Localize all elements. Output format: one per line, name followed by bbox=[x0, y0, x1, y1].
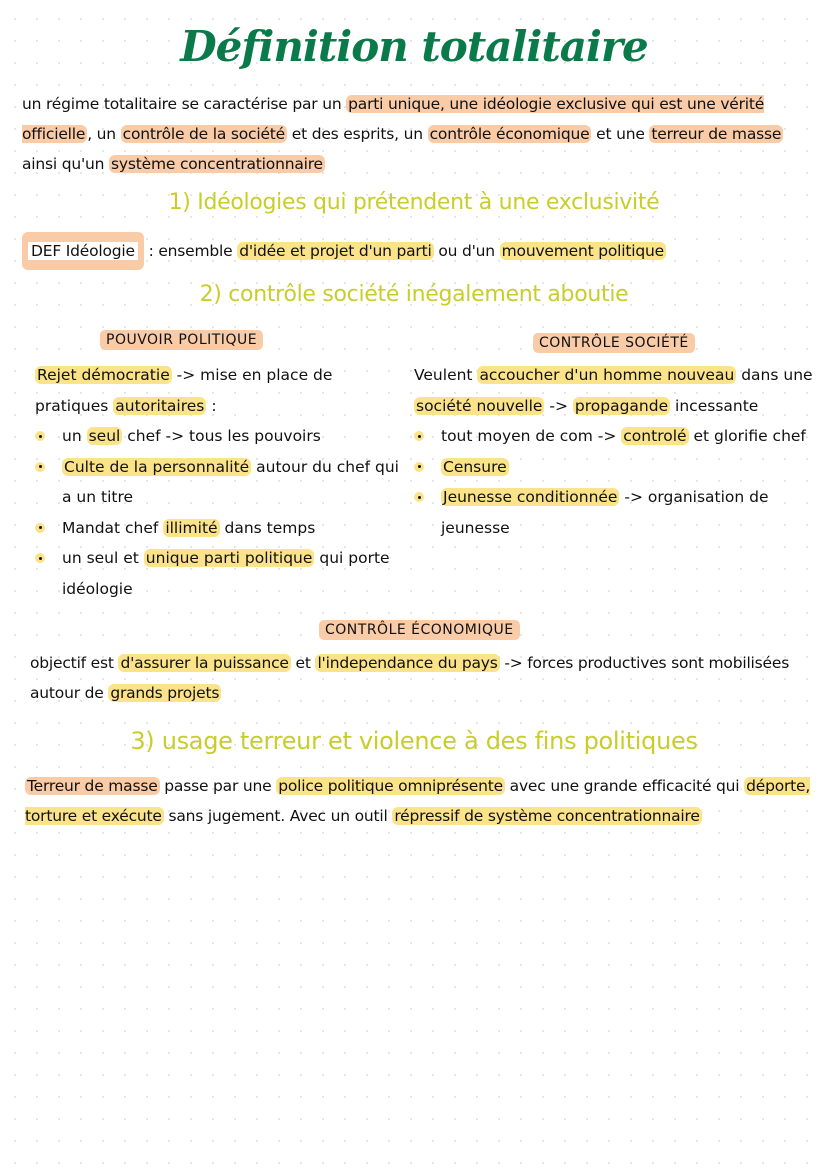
highlight-terreur-de-masse: Terreur de masse bbox=[27, 777, 158, 795]
pouvoir-text: : bbox=[206, 396, 217, 415]
highlight-rejet-democratie: Rejet démocratie bbox=[37, 366, 170, 384]
def-text: : ensemble bbox=[143, 242, 238, 260]
item-highlight: controlé bbox=[623, 427, 687, 445]
bullet-icon bbox=[414, 492, 424, 502]
def-text: ou d'un bbox=[433, 242, 500, 260]
highlight-controle-economique: contrôle économique bbox=[429, 125, 590, 143]
section-1-heading: 1) Idéologies qui prétendent à une exclusivité bbox=[168, 190, 660, 215]
page-title: Définition totalitaire bbox=[180, 22, 648, 71]
list-item bbox=[35, 543, 405, 604]
list-item bbox=[35, 421, 405, 452]
highlight-controle-societe: contrôle de la société bbox=[122, 125, 286, 143]
highlight-mouvement-politique: mouvement politique bbox=[501, 242, 664, 260]
societe-text: -> bbox=[544, 396, 573, 415]
highlight-societe-nouvelle: société nouvelle bbox=[416, 396, 543, 415]
economique-text: objectif est bbox=[30, 654, 119, 672]
section-2-heading: 2) contrôle société inégalement aboutie bbox=[199, 282, 629, 307]
item-text: et glorifie chef bbox=[688, 427, 806, 445]
highlight-deporte-torture: déporte, torture et exécute bbox=[25, 777, 811, 825]
subheading-controle-economique: CONTRÔLE ÉCONOMIQUE bbox=[319, 620, 520, 640]
highlight-parti-unique: parti unique, une idéologie exclusive qui est une vérité officielle bbox=[22, 95, 765, 143]
item-highlight: unique parti politique bbox=[145, 549, 313, 567]
terreur-text: avec une grande efficacité qui bbox=[504, 777, 745, 795]
item-text: un seul et bbox=[62, 549, 144, 567]
pouvoir-list bbox=[35, 421, 405, 604]
list-item bbox=[414, 482, 814, 543]
item-highlight: Jeunesse conditionnée bbox=[443, 488, 618, 506]
bullet-icon bbox=[35, 462, 45, 472]
highlight-police-politique: police politique omniprésente bbox=[278, 777, 503, 795]
pouvoir-intro bbox=[35, 360, 405, 421]
subheading-controle-societe: CONTRÔLE SOCIÉTÉ bbox=[533, 333, 695, 353]
highlight-homme-nouveau: accoucher d'un homme nouveau bbox=[479, 366, 735, 384]
item-text: autour du chef qui a un titre bbox=[62, 457, 399, 506]
bullet-icon bbox=[35, 553, 45, 563]
item-highlight: Culte de la personnalité bbox=[64, 457, 250, 476]
economique-paragraph bbox=[30, 648, 810, 708]
item-highlight: illimité bbox=[165, 518, 218, 537]
bullet-icon bbox=[414, 431, 424, 441]
intro-text: ainsi qu'un bbox=[22, 155, 110, 173]
item-text: chef -> tous les pouvoirs bbox=[122, 427, 321, 445]
intro-text: un régime totalitaire se caractérise par un bbox=[22, 95, 347, 113]
item-text: tout moyen de com -> bbox=[441, 427, 622, 445]
highlight-terreur-masse: terreur de masse bbox=[651, 125, 782, 143]
bullet-icon bbox=[414, 462, 424, 472]
economique-text: et bbox=[290, 654, 316, 672]
item-highlight: Censure bbox=[443, 457, 507, 476]
item-text: qui porte idéologie bbox=[62, 549, 390, 598]
def-label: DEF Idéologie bbox=[28, 242, 138, 260]
terreur-text: passe par une bbox=[159, 777, 277, 795]
list-item bbox=[414, 452, 814, 483]
highlight-grands-projets: grands projets bbox=[110, 684, 220, 702]
column-pouvoir-politique bbox=[35, 360, 405, 604]
pouvoir-text: -> mise en place de pratiques bbox=[35, 366, 333, 415]
section-3-heading: 3) usage terreur et violence à des fins politiques bbox=[130, 727, 698, 755]
economique-text: -> forces productives sont mobilisées autour de bbox=[30, 654, 790, 702]
item-text: -> organisation de jeunesse bbox=[441, 488, 769, 537]
item-text: Mandat chef bbox=[62, 518, 164, 537]
societe-intro bbox=[414, 360, 814, 421]
intro-text: et des esprits, un bbox=[287, 125, 428, 143]
definition-ideologie bbox=[22, 232, 812, 270]
bullet-icon bbox=[35, 431, 45, 441]
highlight-idee-projet: d'idée et projet d'un parti bbox=[239, 242, 432, 260]
societe-text: incessante bbox=[670, 396, 759, 415]
highlight-repressif: répressif de système concentrationnaire bbox=[394, 807, 700, 825]
bullet-icon bbox=[35, 523, 45, 533]
def-label-box bbox=[22, 232, 144, 270]
highlight-puissance: d'assurer la puissance bbox=[120, 654, 289, 672]
societe-list bbox=[414, 421, 814, 543]
highlight-autoritaires: autoritaires bbox=[115, 396, 205, 415]
highlight-systeme-concentrationnaire: système concentrationnaire bbox=[111, 155, 323, 173]
item-text: dans temps bbox=[219, 518, 316, 537]
list-item bbox=[35, 513, 405, 544]
item-highlight: seul bbox=[88, 427, 121, 445]
subheading-pouvoir-politique: POUVOIR POLITIQUE bbox=[100, 330, 263, 350]
highlight-independance: l'independance du pays bbox=[317, 654, 498, 672]
intro-paragraph bbox=[22, 89, 812, 179]
intro-text: , un bbox=[87, 125, 121, 143]
terreur-text: sans jugement. Avec un outil bbox=[163, 807, 393, 825]
highlight-propagande: propagande bbox=[574, 396, 669, 415]
list-item bbox=[414, 421, 814, 452]
intro-text: et une bbox=[591, 125, 650, 143]
column-controle-societe bbox=[414, 360, 814, 543]
item-text: un bbox=[62, 427, 87, 445]
list-item bbox=[35, 452, 405, 513]
societe-text: Veulent bbox=[414, 366, 478, 384]
terreur-paragraph bbox=[25, 771, 815, 831]
societe-text: dans une bbox=[736, 366, 813, 384]
